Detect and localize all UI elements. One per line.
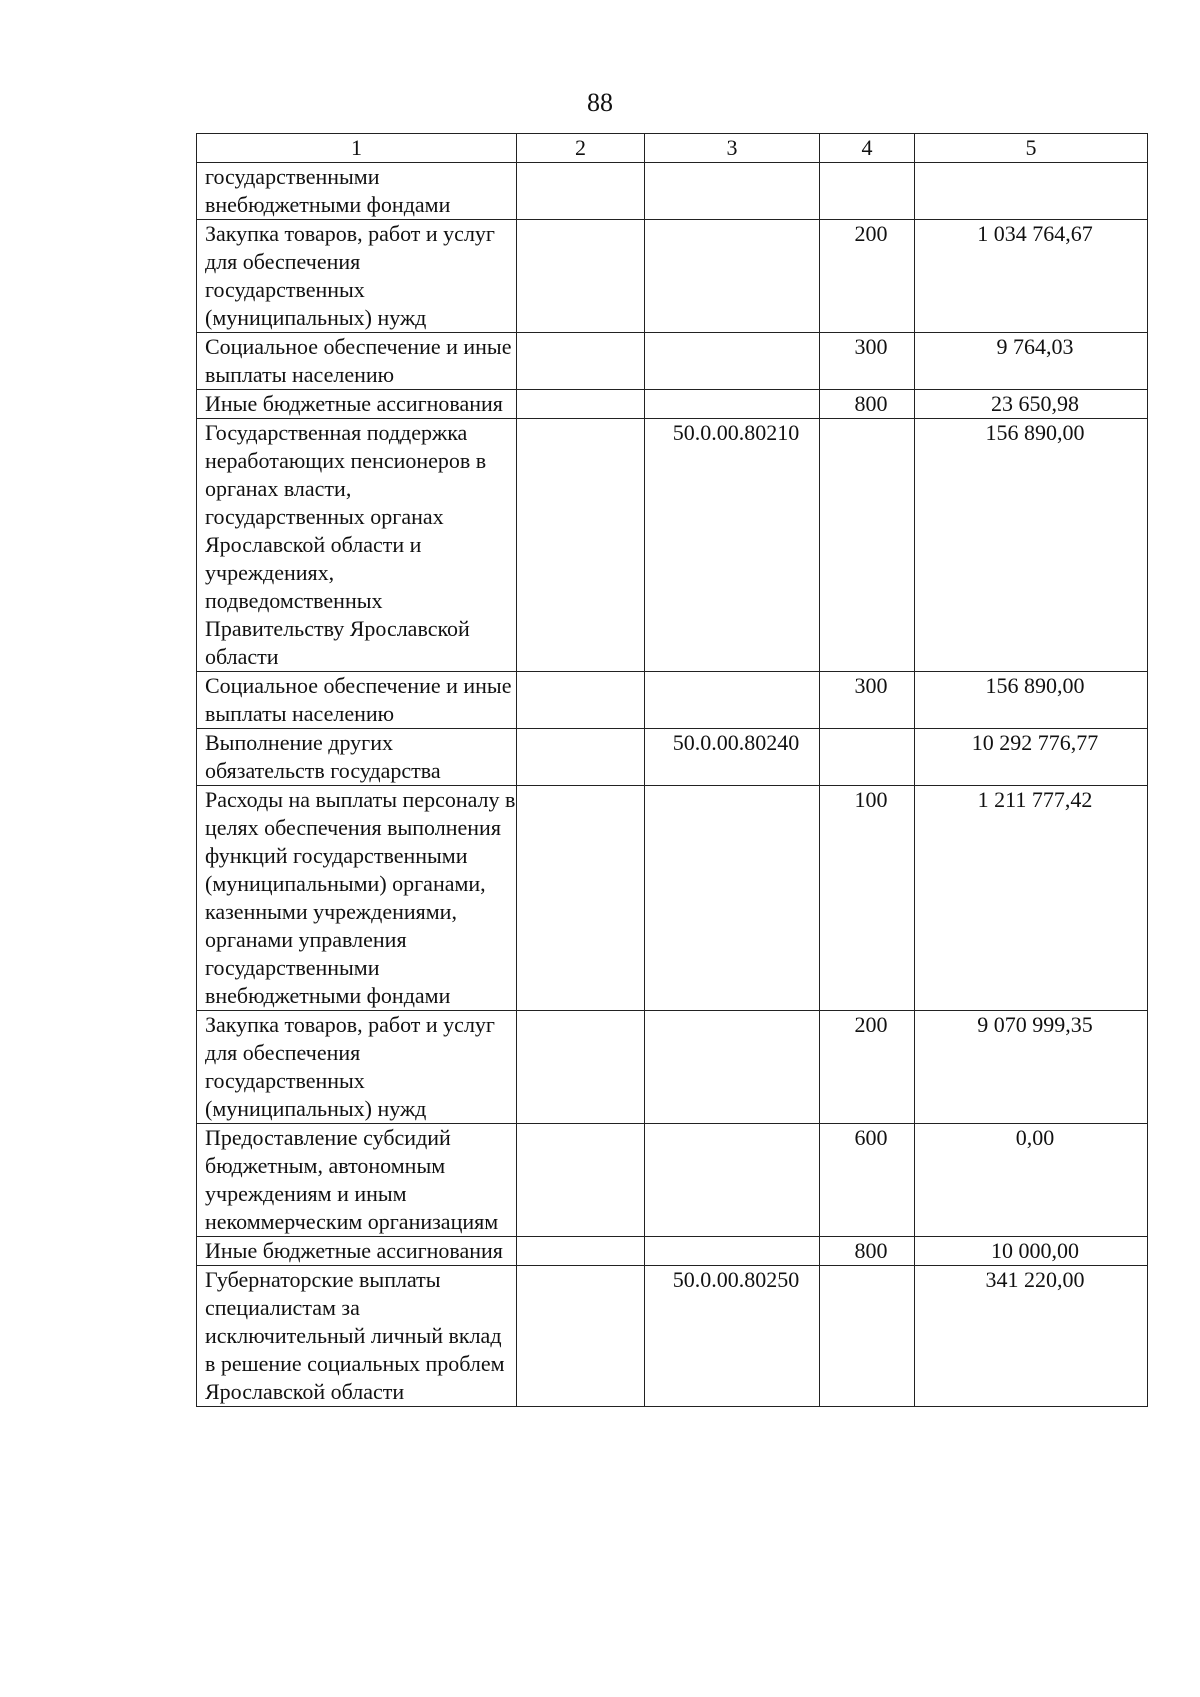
row-amount: 1 211 777,42 [915, 786, 1148, 1011]
row-code2 [517, 729, 645, 786]
row-code4: 600 [820, 1124, 915, 1237]
row-code3: 50.0.00.80250 [645, 1266, 820, 1407]
row-code4 [820, 419, 915, 672]
column-header-4: 4 [820, 134, 915, 163]
row-amount: 9 764,03 [915, 333, 1148, 390]
column-header-2: 2 [517, 134, 645, 163]
row-amount: 1 034 764,67 [915, 220, 1148, 333]
table-row [197, 163, 1148, 220]
table-row [197, 419, 1148, 672]
table-row [197, 729, 1148, 786]
row-amount: 10 000,00 [915, 1237, 1148, 1266]
column-header-3: 3 [645, 134, 820, 163]
row-code2 [517, 419, 645, 672]
table-body [197, 163, 1148, 1407]
row-amount: 23 650,98 [915, 390, 1148, 419]
row-code4: 100 [820, 786, 915, 1011]
table-row [197, 786, 1148, 1011]
row-code2 [517, 163, 645, 220]
row-code2 [517, 333, 645, 390]
table-row [197, 1266, 1148, 1407]
row-code3 [645, 786, 820, 1011]
row-name: Закупка товаров, работ и услуг для обеспечения государственных (муниципальных) нужд [197, 1011, 517, 1124]
table-row [197, 220, 1148, 333]
row-code2 [517, 1266, 645, 1407]
table-row [197, 390, 1148, 419]
row-name: Государственная поддержка неработающих пенсионеров в органах власти, государственных органах Ярославской области и учреждениях, подведомственных Правительству Ярославской области [197, 419, 517, 672]
row-code3 [645, 390, 820, 419]
row-name: Губернаторские выплаты специалистам за исключительный личный вклад в решение социальных проблем Ярославской области [197, 1266, 517, 1407]
row-amount: 0,00 [915, 1124, 1148, 1237]
row-name: государственными внебюджетными фондами [197, 163, 517, 220]
row-code4: 200 [820, 220, 915, 333]
row-code2 [517, 1124, 645, 1237]
row-name: Социальное обеспечение и иные выплаты населению [197, 333, 517, 390]
row-code2 [517, 1237, 645, 1266]
row-name: Расходы на выплаты персоналу в целях обеспечения выполнения функций государственными (муниципальными) органами, казенными учреждениями, органами управления государственными внебюджетными фондами [197, 786, 517, 1011]
column-header-1: 1 [197, 134, 517, 163]
column-header-5: 5 [915, 134, 1148, 163]
row-code3 [645, 1011, 820, 1124]
row-code4: 300 [820, 333, 915, 390]
row-amount: 10 292 776,77 [915, 729, 1148, 786]
row-code4 [820, 163, 915, 220]
table-row [197, 1124, 1148, 1237]
row-code4 [820, 729, 915, 786]
row-code3 [645, 333, 820, 390]
table-row [197, 1011, 1148, 1124]
row-code3 [645, 220, 820, 333]
row-code2 [517, 672, 645, 729]
row-name: Иные бюджетные ассигнования [197, 1237, 517, 1266]
row-code4: 800 [820, 1237, 915, 1266]
row-name: Иные бюджетные ассигнования [197, 390, 517, 419]
row-code2 [517, 390, 645, 419]
row-amount: 156 890,00 [915, 419, 1148, 672]
row-name: Закупка товаров, работ и услуг для обеспечения государственных (муниципальных) нужд [197, 220, 517, 333]
row-code4: 800 [820, 390, 915, 419]
row-code3: 50.0.00.80240 [645, 729, 820, 786]
row-name: Социальное обеспечение и иные выплаты населению [197, 672, 517, 729]
row-code4: 200 [820, 1011, 915, 1124]
row-name: Предоставление субсидий бюджетным, автономным учреждениям и иным некоммерческим организациям [197, 1124, 517, 1237]
row-code3 [645, 1124, 820, 1237]
table-row [197, 672, 1148, 729]
table-row [197, 1237, 1148, 1266]
row-code3: 50.0.00.80210 [645, 419, 820, 672]
budget-table [196, 133, 1148, 1407]
row-amount: 9 070 999,35 [915, 1011, 1148, 1124]
row-name: Выполнение других обязательств государства [197, 729, 517, 786]
table-header-row [197, 134, 1148, 163]
row-code3 [645, 163, 820, 220]
row-code4: 300 [820, 672, 915, 729]
row-code2 [517, 220, 645, 333]
row-code3 [645, 672, 820, 729]
row-code2 [517, 1011, 645, 1124]
row-amount: 341 220,00 [915, 1266, 1148, 1407]
row-amount: 156 890,00 [915, 672, 1148, 729]
table-row [197, 333, 1148, 390]
page-number: 88 [587, 88, 613, 117]
row-code4 [820, 1266, 915, 1407]
row-amount [915, 163, 1148, 220]
row-code3 [645, 1237, 820, 1266]
row-code2 [517, 786, 645, 1011]
